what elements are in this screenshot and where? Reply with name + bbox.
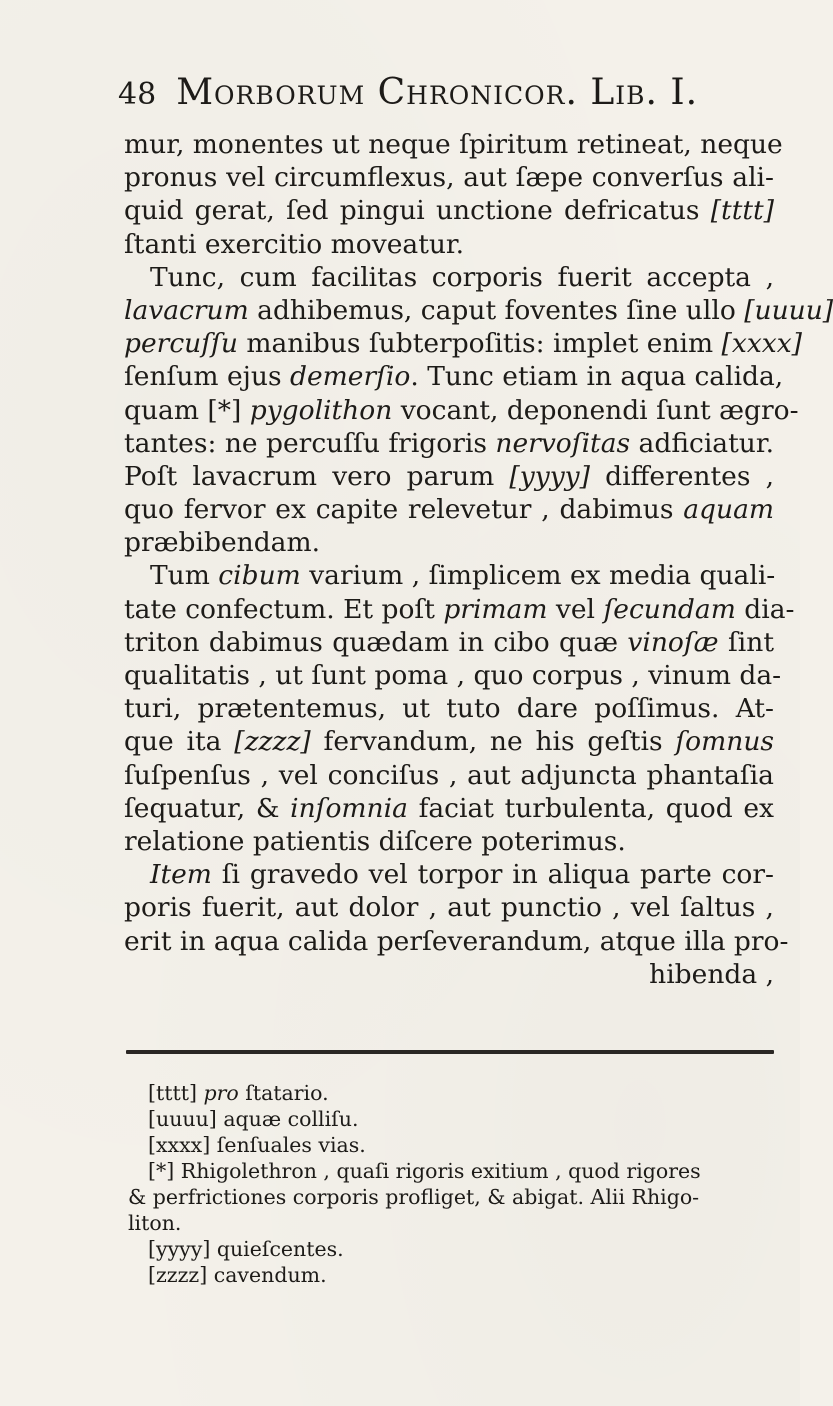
text-line: Tunc, cum facilitas corporis fuerit accepta , [150,261,774,293]
footnote: [yyyy] quieſcentes. [148,1237,344,1261]
text-line: tate confectum. Et poſt primam vel ſecundam dia- [124,593,795,625]
footnote: [uuuu] aquæ colliſu. [148,1107,359,1131]
text-line: poris fuerit, aut dolor , aut punctio , vel ſaltus , [124,892,774,924]
text-line: Poſt lavacrum vero parum [yyyy] differentes , [124,460,775,492]
text-line: erit in aqua calida perſeverandum, atque illa pro- [124,925,789,957]
note-marker: [zzzz] [234,726,311,758]
text-line: que ita [zzzz] fervandum, ne his geſtis ſomnus [124,726,774,758]
footnote: [xxxx] ſenſuales vias. [148,1133,366,1157]
running-title: Morborum Chronicor. Lib. I. [176,72,699,113]
text-line: ſuſpenſus , vel conciſus , aut adjuncta phantaſia [124,759,774,791]
footnote-continuation: & perfrictiones corporis profliget, & abigat. Alii Rhigo- [128,1185,700,1209]
main-text [124,128,833,991]
text-line: quo fervor ex capite relevetur , dabimus aquam [124,494,774,526]
note-marker: [yyyy] [509,460,590,492]
text-line: turi, prætentemus, ut tuto dare poſſimus. At- [124,693,774,725]
footnote: [*] Rhigolethron , quaſi rigoris exitium , quod rigores [148,1159,701,1183]
text-line: præbibendam. [124,527,321,559]
text-line: relatione patientis diſcere poterimus. [124,825,626,857]
text-line: pronus vel circumflexus, aut ſæpe converſus ali- [124,162,774,194]
note-marker: [xxxx] [721,328,803,360]
footnote: [zzzz] cavendum. [148,1263,327,1287]
text-line: Item ſi gravedo vel torpor in aliqua parte cor- [150,859,774,891]
text-line: triton dabimus quædam in cibo quæ vinoſæ ſint [124,626,774,658]
text-line: lavacrum adhibemus, caput foventes ſine ullo [uuuu] [124,294,833,326]
note-marker: [uuuu] [744,294,833,326]
text-line: ſtanti exercitio moveatur. [124,228,465,260]
text-line: ſequatur, & inſomnia faciat turbulenta, quod ex [124,792,774,824]
text-line: percuſſu manibus ſubterpoſitis: implet enim [xxxx] [124,328,803,360]
footnote-rule [126,1050,774,1054]
page-number: 48 [118,77,157,112]
footnotes [128,1080,768,1288]
text-line: Tum cibum varium , ſimplicem ex media quali- [150,560,776,592]
footnote-continuation: liton. [128,1211,182,1235]
text-line: mur, monentes ut neque ſpiritum retineat, neque [124,129,783,160]
footnote: [tttt] pro ſtatario. [148,1081,329,1105]
text-line: quam [*] pygolithon vocant, deponendi ſunt ægro- [124,394,799,426]
text-line: tantes: ne percuſſu frigoris nervoſitas adficiatur. [124,427,775,459]
running-head [118,72,768,113]
text-line: quid gerat, ſed pingui unctione defricatus [tttt] [124,195,774,227]
text-line: ſenſum ejus demerſio. Tunc etiam in aqua calida, [124,361,784,393]
text-line: qualitatis , ut ſunt poma , quo corpus , vinum da- [124,660,782,691]
note-marker: [tttt] [710,195,774,227]
catchword-line: hibenda , [649,958,774,990]
